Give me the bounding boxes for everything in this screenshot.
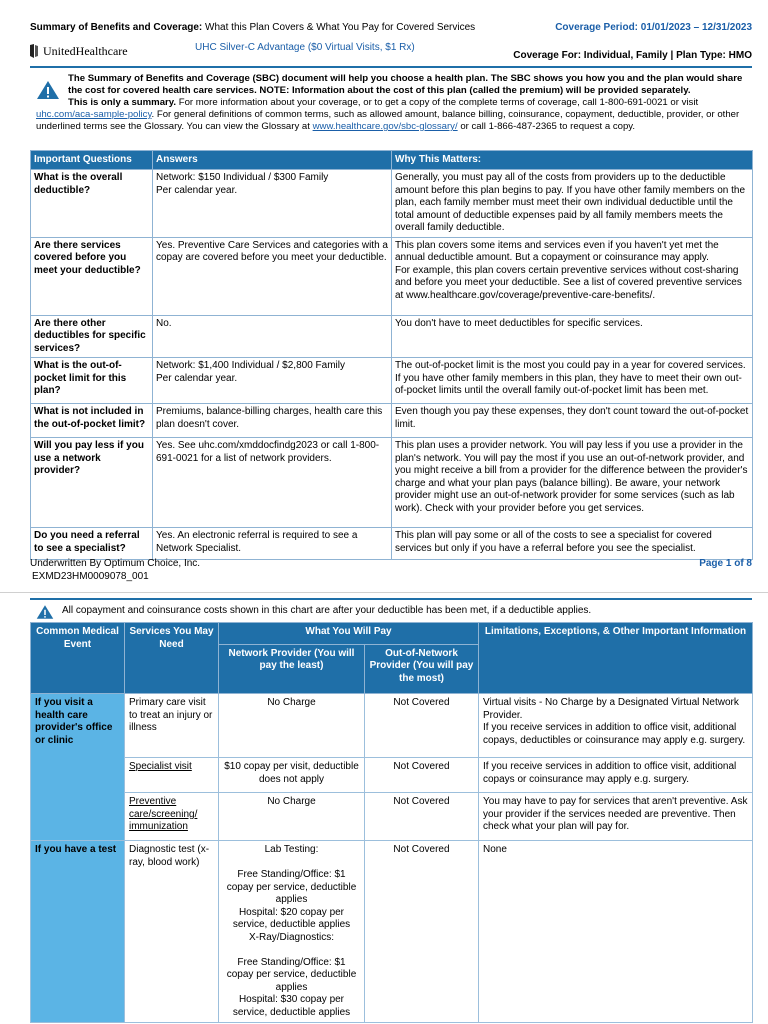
network-cost-cell: $10 copay per visit, deductible does not apply [219, 758, 365, 793]
answer-cell: Network: $150 Individual / $300 Family Per calendar year. [153, 170, 392, 238]
unitedhealthcare-logo [30, 42, 128, 60]
limits-cell: You may have to pay for services that aren't preventive. Ask your provider if the services needed are preventive. Then check what your plan will pay for. [479, 793, 753, 841]
col-services-you-may-need: Services You May Need [125, 623, 219, 694]
table-row [31, 528, 753, 560]
why-cell: The out-of-pocket limit is the most you could pay in a year for covered services. If you have other family members in this plan, they have to meet their own out-of-pocket limits until the overall family out-of-pocket limit has been met. [392, 358, 753, 404]
network-cost-cell: No Charge [219, 793, 365, 841]
event-cell: If you visit a health care provider's office or clinic [31, 694, 125, 841]
question-cell: What is not included in the out-of-pocket limit? [31, 404, 153, 438]
col-important-questions: Important Questions [31, 151, 153, 170]
cost-note [30, 598, 752, 622]
sbc-notice [30, 66, 752, 142]
table-row [31, 404, 753, 438]
why-cell: This plan uses a provider network. You will pay less if you use a provider in the plan's network. You will pay the most if you use an out-of-network provider, and you might receive a bill from a provider for the difference between the provider's charge and what your plan pays (balance billing). Be aware, your network provider might use an out-of-network provider for some services (such as lab work). Check with your provider before you get services. [392, 438, 753, 528]
question-cell: Do you need a referral to see a specialist? [31, 528, 153, 560]
answer-cell: Premiums, balance-billing charges, health care this plan doesn't cover. [153, 404, 392, 438]
col-out-of-network-provider: Out-of-Network Provider (You will pay the most) [365, 644, 479, 693]
col-why-this-matters: Why This Matters: [392, 151, 753, 170]
limits-cell: If you receive services in addition to office visit, additional copays or coinsurance may apply e.g. surgery. [479, 758, 753, 793]
underwriter-block [30, 558, 200, 583]
oon-cost-cell: Not Covered [365, 694, 479, 758]
table-row [31, 758, 753, 793]
table-header-row [31, 151, 753, 170]
service-cell: Specialist visit [125, 758, 219, 793]
question-cell: Are there other deductibles for specific services? [31, 315, 153, 358]
document-id: EXMD23HM0009078_001 [32, 570, 149, 582]
notice-line3: . For general definitions of common terms, such as allowed amount, balance billing, coinsurance, copayment, deductible, provider, or other underlined terms see the Glossary. You can view the Glossary at [36, 108, 740, 132]
answer-cell: Yes. An electronic referral is required to see a Network Specialist. [153, 528, 392, 560]
coverage-for: Coverage For: Individual, Family | Plan Type: HMO [513, 50, 752, 61]
plan-name: UHC Silver-C Advantage ($0 Virtual Visits, $1 Rx) [195, 42, 415, 53]
service-cell: Diagnostic test (x-ray, blood work) [125, 841, 219, 1023]
answer-cell: Network: $1,400 Individual / $2,800 Family Per calendar year. [153, 358, 392, 404]
why-cell: Even though you pay these expenses, they don't count toward the out-of-pocket limit. [392, 404, 753, 438]
table-row [31, 793, 753, 841]
question-cell: Are there services covered before you meet your deductible? [31, 237, 153, 315]
table-row [31, 358, 753, 404]
page-number: Page 1 of 8 [699, 558, 752, 569]
logo-text: UnitedHealthcare [43, 43, 128, 58]
document-title [30, 22, 475, 35]
notice-line4: or call 1-866-487-2365 to request a copy. [460, 120, 636, 132]
title-bold: Summary of Benefits and Coverage: [30, 22, 203, 33]
plan-header [30, 42, 752, 64]
notice-line2: For more information about your coverage, or to get a copy of the complete terms of coverage, call 1-800-691-0021 or visit [178, 96, 699, 108]
limits-cell: None [479, 841, 753, 1023]
warning-icon [36, 604, 54, 620]
oon-cost-cell: Not Covered [365, 841, 479, 1023]
oon-cost-cell: Not Covered [365, 758, 479, 793]
network-cost-cell: No Charge [219, 694, 365, 758]
page-divider [0, 592, 768, 593]
service-cell: Preventive care/screening/ immunization [125, 793, 219, 841]
page-footer [30, 558, 752, 586]
event-cell: If you have a test [31, 841, 125, 1023]
col-answers: Answers [153, 151, 392, 170]
question-cell: What is the overall deductible? [31, 170, 153, 238]
why-cell: You don't have to meet deductibles for specific services. [392, 315, 753, 358]
question-cell: What is the out-of-pocket limit for this plan? [31, 358, 153, 404]
uhc-shield-icon [30, 44, 38, 58]
aca-sample-policy-link[interactable]: uhc.com/aca-sample-policy [36, 108, 152, 120]
table-row [31, 237, 753, 315]
important-questions-table [30, 150, 753, 560]
table-row [31, 315, 753, 358]
cost-note-text: All copayment and coinsurance costs shown in this chart are after your deductible has been met, if a deductible applies. [62, 605, 592, 616]
coverage-period: Coverage Period: 01/01/2023 – 12/31/2023 [555, 22, 752, 33]
answer-cell: Yes. See uhc.com/xmddocfindg2023 or call 1-800-691-0021 for a list of network providers. [153, 438, 392, 528]
notice-line1: The Summary of Benefits and Coverage (SBC) document will help you choose a health plan. The SBC shows you how you and the plan would share the cost for covered health care services. NOTE: Information about the cost of this plan (called the premium) will be provided separately. [68, 73, 743, 96]
title-rest: What this Plan Covers & What You Pay for Covered Services [205, 22, 476, 33]
table-row [31, 438, 753, 528]
warning-icon [36, 80, 60, 100]
why-cell: This plan covers some items and services even if you haven't yet met the annual deductible amount. But a copayment or coinsurance may apply. For example, this plan covers certain preventive services without cost-sharing and before you meet your deductible. See a list of covered preventive services at www.healthcare.gov/coverage/preventive-care-benefits/. [392, 237, 753, 315]
service-cell: Primary care visit to treat an injury or illness [125, 694, 219, 758]
why-cell: This plan will pay some or all of the costs to see a specialist for covered services but only if you have a referral before you see the specialist. [392, 528, 753, 560]
underwritten-by: Underwritten By Optimum Choice, Inc. [30, 558, 201, 569]
benefits-header-row [31, 623, 753, 645]
col-network-provider: Network Provider (You will pay the least) [219, 644, 365, 693]
col-limitations: Limitations, Exceptions, & Other Important Information [479, 623, 753, 694]
col-what-you-will-pay: What You Will Pay [219, 623, 479, 645]
table-row [31, 841, 753, 1023]
glossary-link[interactable]: www.healthcare.gov/sbc-glossary/ [312, 120, 458, 132]
network-cost-cell: Lab Testing: Free Standing/Office: $1 copay per service, deductible applies Hospital: $20 copay per service, deductible applies X-Ray/Diagnostics: Free Standing/Office: $1 copay per service, deductible applies Hospital: $30 copay per service, deductible applies [219, 841, 365, 1023]
answer-cell: No. [153, 315, 392, 358]
document-header [30, 22, 752, 36]
table-row [31, 170, 753, 238]
table-row [31, 694, 753, 758]
notice-summary-label: This is only a summary. [68, 96, 177, 108]
why-cell: Generally, you must pay all of the costs from providers up to the deductible amount before this plan begins to pay. If you have other family members on the plan, each family member must meet their own individual deductible until the total amount of deductible expenses paid by all family members meets the overall family deductible. [392, 170, 753, 238]
question-cell: Will you pay less if you use a network provider? [31, 438, 153, 528]
limits-cell: Virtual visits - No Charge by a Designated Virtual Network Provider. If you receive services in addition to office visit, additional copays, deductibles or coinsurance may apply e.g. surgery. [479, 694, 753, 758]
benefits-table [30, 622, 753, 1023]
answer-cell: Yes. Preventive Care Services and categories with a copay are covered before you meet your deductible. [153, 237, 392, 315]
oon-cost-cell: Not Covered [365, 793, 479, 841]
col-common-medical-event: Common Medical Event [31, 623, 125, 694]
